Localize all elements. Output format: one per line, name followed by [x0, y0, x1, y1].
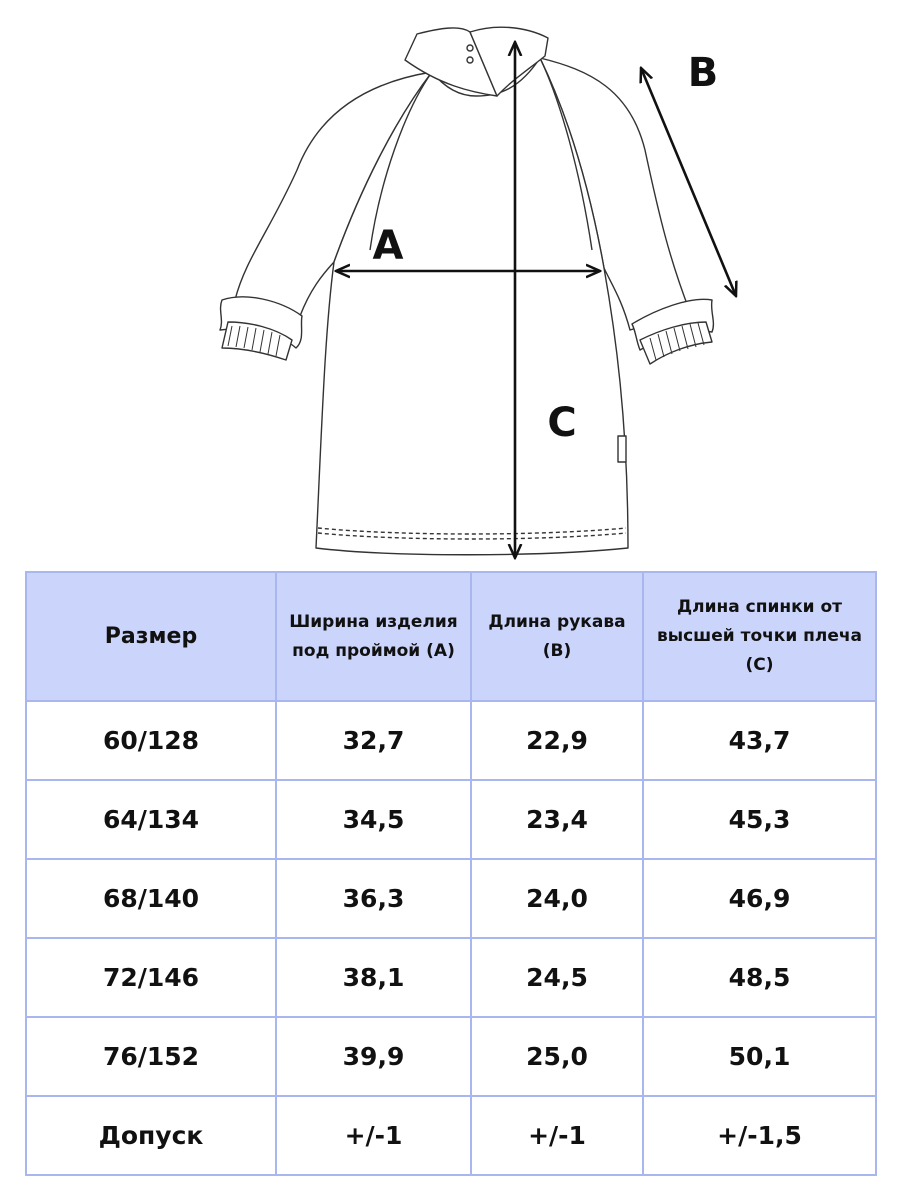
- cell-back: 50,1: [643, 1017, 876, 1096]
- label-a: A: [372, 223, 404, 269]
- cell-width: 36,3: [276, 859, 471, 938]
- side-label-tab: [618, 436, 626, 462]
- blouse-drawing: [220, 27, 713, 555]
- cell-width: 34,5: [276, 780, 471, 859]
- label-c: C: [547, 400, 577, 446]
- cell-size: 60/128: [26, 701, 276, 780]
- cell-sleeve: 22,9: [471, 701, 643, 780]
- table-header-row: [26, 572, 876, 701]
- cell-back: 43,7: [643, 701, 876, 780]
- table-row: [26, 1017, 876, 1096]
- garment-illustration: [0, 0, 900, 570]
- cell-sleeve: 23,4: [471, 780, 643, 859]
- cell-sleeve: 24,0: [471, 859, 643, 938]
- header-sleeve-length: Длина рукава (В): [471, 572, 643, 701]
- table-row: [26, 780, 876, 859]
- cell-sleeve: +/-1: [471, 1096, 643, 1175]
- cell-size: 68/140: [26, 859, 276, 938]
- cell-size: 64/134: [26, 780, 276, 859]
- cell-size: 76/152: [26, 1017, 276, 1096]
- size-table: [25, 571, 877, 1176]
- table-row: [26, 938, 876, 1017]
- cell-width: 39,9: [276, 1017, 471, 1096]
- cell-back: 48,5: [643, 938, 876, 1017]
- cell-size: 72/146: [26, 938, 276, 1017]
- header-back-length: Длина спинки от высшей точки плеча (С): [643, 572, 876, 701]
- collar-button-2: [467, 57, 473, 63]
- cell-back: +/-1,5: [643, 1096, 876, 1175]
- header-width: Ширина изделия под проймой (А): [276, 572, 471, 701]
- cell-back: 46,9: [643, 859, 876, 938]
- cell-width: 32,7: [276, 701, 471, 780]
- cell-width: 38,1: [276, 938, 471, 1017]
- table-row: [26, 859, 876, 938]
- label-b: B: [687, 50, 719, 96]
- tolerance-row: [26, 1096, 876, 1175]
- header-size: Размер: [26, 572, 276, 701]
- cell-size: Допуск: [26, 1096, 276, 1175]
- table-row: [26, 701, 876, 780]
- collar-button: [467, 45, 473, 51]
- cell-back: 45,3: [643, 780, 876, 859]
- cell-sleeve: 25,0: [471, 1017, 643, 1096]
- cell-sleeve: 24,5: [471, 938, 643, 1017]
- cell-width: +/-1: [276, 1096, 471, 1175]
